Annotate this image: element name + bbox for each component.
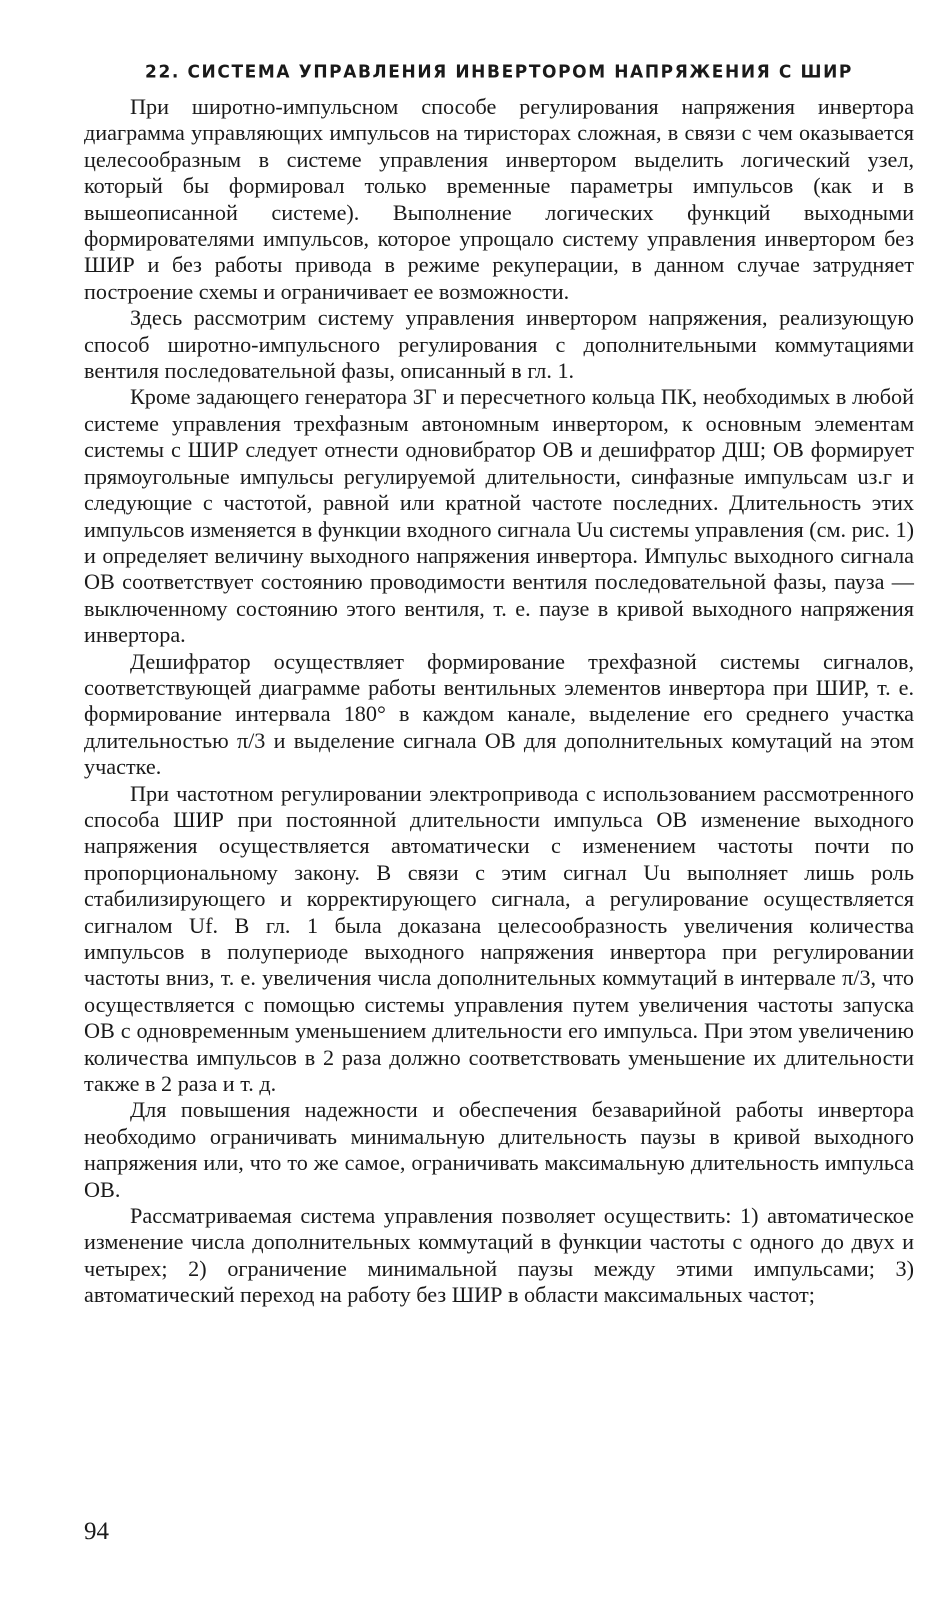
section-heading: 22. СИСТЕМА УПРАВЛЕНИЯ ИНВЕРТОРОМ НАПРЯЖЕНИЯ С ШИР	[145, 61, 853, 83]
page-content	[84, 58, 914, 1309]
paragraph-6: Для повышения надежности и обеспечения безаварийной работы инвертора необходимо ограничивать минимальную длительность паузы в кривой выходного напряжения или, что то же самое, ограничивать максимальную длительность импульса ОВ.	[84, 1097, 914, 1202]
page-number: 94	[84, 1518, 109, 1545]
paragraph-7: Рассматриваемая система управления позволяет осуществить: 1) автоматическое изменение числа дополнительных коммутаций в функции частоты с одного до двух и четырех; 2) ограничение минимальной паузы между этими импульсами; 3) автоматический переход на работу без ШИР в области максимальных частот;	[84, 1203, 914, 1308]
paragraph-5: При частотном регулировании электропривода с использованием рассмотренного способа ШИР при постоянной длительности импульса ОВ изменение выходного напряжения осуществляется автоматически с изменением частоты почти по пропорциональному закону. В связи с этим сигнал Uu выполняет лишь роль стабилизирующего и корректирующего сигнала, а регулирование осуществляется сигналом Uf. В гл. 1 была доказана целесообразность увеличения количества импульсов в полупериоде выходного напряжения инвертора при регулировании частоты вниз, т. е. увеличения числа дополнительных коммутаций в интервале π/3, что осуществляется с помощью системы управления путем увеличения частоты запуска ОВ с одновременным уменьшением длительности его импульса. При этом увеличению количества импульсов в 2 раза должно соответствовать уменьшение их длительности также в 2 раза и т. д.	[84, 780, 914, 1097]
paragraph-2: Здесь рассмотрим систему управления инвертором напряжения, реализующую способ широтно-импульсного регулирования с дополнительными коммутациями вентиля последовательной фазы, описанный в гл. 1.	[84, 305, 914, 384]
paragraph-3: Кроме задающего генератора ЗГ и пересчетного кольца ПК, необходимых в любой системе управления трехфазным автономным инвертором, к основным элементам системы с ШИР следует отнести одновибратор ОВ и дешифратор ДШ; ОВ формирует прямоугольные импульсы регулируемой длительности, синфазные импульсам uз.г и следующие с частотой, равной или кратной частоте последних. Длительность этих импульсов изменяется в функции входного сигнала Uu системы управления (см. рис. 1) и определяет величину выходного напряжения инвертора. Импульс выходного сигнала ОВ соответствует состоянию проводимости вентиля последовательной фазы, пауза — выключенному состоянию этого вентиля, т. е. паузе в кривой выходного напряжения инвертора.	[84, 384, 914, 648]
paragraph-1: При широтно-импульсном способе регулирования напряжения инвертора диаграмма управляющих импульсов на тиристорах сложная, в связи с чем оказывается целесообразным в системе управления инвертором выделить логический узел, который бы формировал только временные параметры импульсов (как и в вышеописанной системе). Выполнение логических функций выходными формирователями импульсов, которое упрощало систему управления инвертором без ШИР и без работы привода в режиме рекуперации, в данном случае затрудняет построение схемы и ограничивает ее возможности.	[84, 94, 914, 304]
paragraph-4: Дешифратор осуществляет формирование трехфазной системы сигналов, соответствующей диаграмме работы вентильных элементов инвертора при ШИР, т. е. формирование интервала 180° в каждом канале, выделение его среднего участка длительностью π/3 и выделение сигнала ОВ для дополнительных комутаций на этом участке.	[84, 648, 914, 780]
